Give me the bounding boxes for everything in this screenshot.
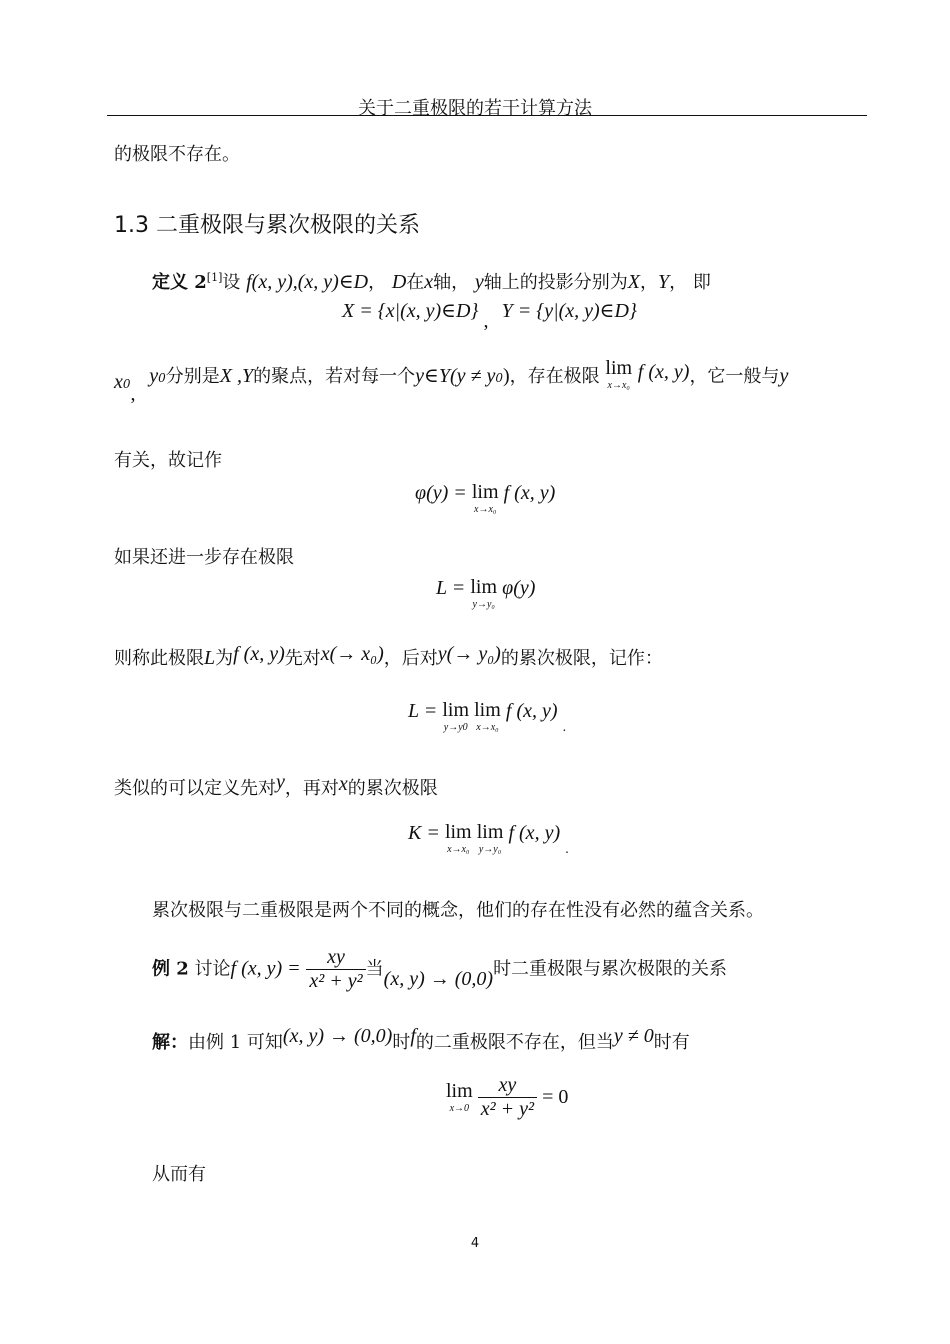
def-math-D: D bbox=[391, 271, 407, 293]
set-X: X = {x|(x, y)∈D} bbox=[342, 300, 479, 322]
line-text: 的二重极限不存在，但当 bbox=[415, 1032, 614, 1053]
line-text: 为 bbox=[215, 648, 234, 669]
def-text: 设 bbox=[222, 272, 241, 293]
def-text: 轴， bbox=[433, 272, 470, 293]
eq-lhs: L = bbox=[436, 577, 466, 599]
math-y-to-y0: y(→ y₀) bbox=[437, 643, 501, 665]
eq-rhs: φ(y) bbox=[502, 577, 536, 599]
x0-symbol: x bbox=[114, 371, 123, 393]
eq-dot: . bbox=[565, 842, 569, 857]
fraction-numerator: xy bbox=[306, 946, 365, 970]
line-text: ，它一般与 bbox=[689, 366, 780, 387]
math-limit-point: (x, y) → (0,0) bbox=[282, 1025, 393, 1047]
solution-line bbox=[152, 1025, 690, 1054]
section-heading: 1.3 二重极限与累次极限的关系 bbox=[114, 213, 420, 238]
definition-label: 定义 2 bbox=[152, 272, 207, 293]
fraction-denominator: x² + y² bbox=[309, 970, 363, 992]
equation-K bbox=[408, 822, 569, 855]
example-2-line bbox=[152, 946, 727, 993]
limit-operator: lim x→0 bbox=[446, 1080, 473, 1114]
def-math-x: x bbox=[424, 271, 434, 293]
line-text: 的聚点，若对每一个 bbox=[253, 366, 416, 387]
line-text: 则称此极限 bbox=[114, 648, 204, 669]
def-math-Y: Y bbox=[658, 271, 670, 293]
iterated-limit-definition bbox=[114, 644, 663, 670]
line-text: ，再对 bbox=[284, 778, 339, 799]
math-y: y bbox=[276, 771, 285, 793]
eq-rhs: = 0 bbox=[542, 1086, 569, 1108]
citation-ref: [1] bbox=[206, 271, 223, 284]
y0-subscript: 0 bbox=[158, 371, 166, 385]
fraction-denominator: x² + y² bbox=[480, 1098, 535, 1120]
equation-phi bbox=[415, 482, 555, 515]
limit-operator: lim y→y0 bbox=[442, 699, 470, 733]
equation-L-iterated bbox=[408, 700, 566, 733]
eq-lhs: K = bbox=[408, 822, 440, 844]
line-text: 时 bbox=[392, 1032, 411, 1053]
def-text: 轴上的投影分别为 bbox=[483, 272, 628, 293]
line-text: 先对 bbox=[284, 648, 321, 669]
eq-lhs: φ(y) = bbox=[415, 482, 467, 504]
eq-rhs: f (x, y) bbox=[505, 700, 558, 722]
math-f: f bbox=[410, 1025, 416, 1047]
math-fxy: f (x, y) bbox=[233, 643, 285, 665]
set-comma: , bbox=[483, 310, 489, 332]
comma: , bbox=[130, 383, 136, 405]
math-sub: 0 bbox=[495, 371, 503, 385]
line-text: 讨论 bbox=[194, 958, 231, 980]
limit-operator: lim x→x₀ bbox=[605, 357, 633, 391]
line-text: ，后对 bbox=[383, 648, 438, 669]
line-text: 的累次极限 bbox=[347, 778, 438, 799]
def-math-X: X bbox=[627, 271, 640, 293]
def-text: 在 bbox=[406, 272, 425, 293]
math-y-in-Y: y∈Y(y ≠ y bbox=[415, 365, 496, 387]
line-text: ，存在极限 bbox=[509, 366, 600, 387]
eq-rhs: f (x, y) bbox=[508, 822, 561, 844]
fraction bbox=[306, 946, 365, 993]
math-fxy: f (x, y) bbox=[637, 361, 690, 383]
running-header: 关于二重极限的若干计算方法 bbox=[358, 98, 592, 119]
math-x-to-x0: x(→ x₀) bbox=[320, 643, 384, 665]
limit-operator: lim x→x₀ bbox=[471, 481, 499, 515]
x0-subscript: 0 bbox=[122, 377, 131, 391]
header-rule bbox=[107, 115, 867, 116]
fraction-numerator: xy bbox=[478, 1074, 537, 1098]
eq-rhs: f (x, y) bbox=[503, 482, 556, 504]
equation-L bbox=[436, 577, 535, 610]
math-paren: ) bbox=[502, 365, 510, 387]
def-math-y: y bbox=[474, 271, 484, 293]
y0-symbol: y bbox=[149, 365, 159, 387]
projection-sets bbox=[342, 298, 637, 332]
equation-lim-zero bbox=[446, 1074, 568, 1121]
paragraph-text: 累次极限与二重极限是两个不同的概念，他们的存在性没有必然的蕴含关系。 bbox=[152, 900, 764, 921]
math-fxy-eq: f (x, y) = bbox=[230, 957, 301, 980]
line-text: 时二重极限与累次极限的关系 bbox=[493, 958, 728, 980]
limit-operator: lim x→x₀ bbox=[474, 699, 501, 733]
math-y-neq-0: y ≠ 0 bbox=[613, 1025, 654, 1047]
limit-operator: lim y→y₀ bbox=[476, 821, 504, 855]
math-y: y bbox=[779, 365, 789, 387]
def-text: ， bbox=[368, 272, 387, 293]
math-L: L bbox=[204, 647, 216, 669]
line-text: 类似的可以定义先对 bbox=[114, 778, 276, 799]
limit-operator: lim x→x₀ bbox=[444, 821, 472, 855]
limit-operator: lim y→y₀ bbox=[470, 576, 498, 610]
line-text: 分别是 bbox=[165, 366, 220, 387]
line-text: 的累次极限，记作： bbox=[500, 648, 663, 669]
line-text: 时有 bbox=[653, 1032, 690, 1053]
fraction bbox=[478, 1074, 537, 1121]
eq-dot: . bbox=[562, 720, 567, 735]
continuation-text: 的极限不存在。 bbox=[114, 144, 240, 165]
solution-label: 解： bbox=[152, 1032, 188, 1053]
eq-lhs: L = bbox=[408, 700, 438, 722]
paragraph-text: 如果还进一步存在极限 bbox=[114, 547, 294, 568]
def-text: ， bbox=[640, 272, 658, 293]
accumulation-line bbox=[114, 357, 789, 405]
paragraph-text: 从而有 bbox=[152, 1164, 206, 1185]
line-text: 当 bbox=[365, 958, 384, 980]
def-math-domain: f(x, y),(x, y)∈D bbox=[246, 271, 369, 293]
definition-2-line bbox=[152, 268, 711, 294]
page-number: 4 bbox=[470, 1236, 480, 1251]
math-XY: X ,Y bbox=[219, 365, 254, 387]
similar-definition-line bbox=[114, 771, 438, 800]
def-text: ， 即 bbox=[669, 272, 711, 293]
paragraph-text: 有关，故记作 bbox=[114, 450, 222, 471]
set-Y: Y = {y|(x, y)∈D} bbox=[501, 300, 637, 322]
line-text: 由例 1 可知 bbox=[188, 1032, 283, 1053]
math-x: x bbox=[338, 773, 348, 795]
example-label: 例 2 bbox=[152, 958, 189, 980]
math-limit-point: (x, y) → (0,0) bbox=[383, 967, 494, 990]
